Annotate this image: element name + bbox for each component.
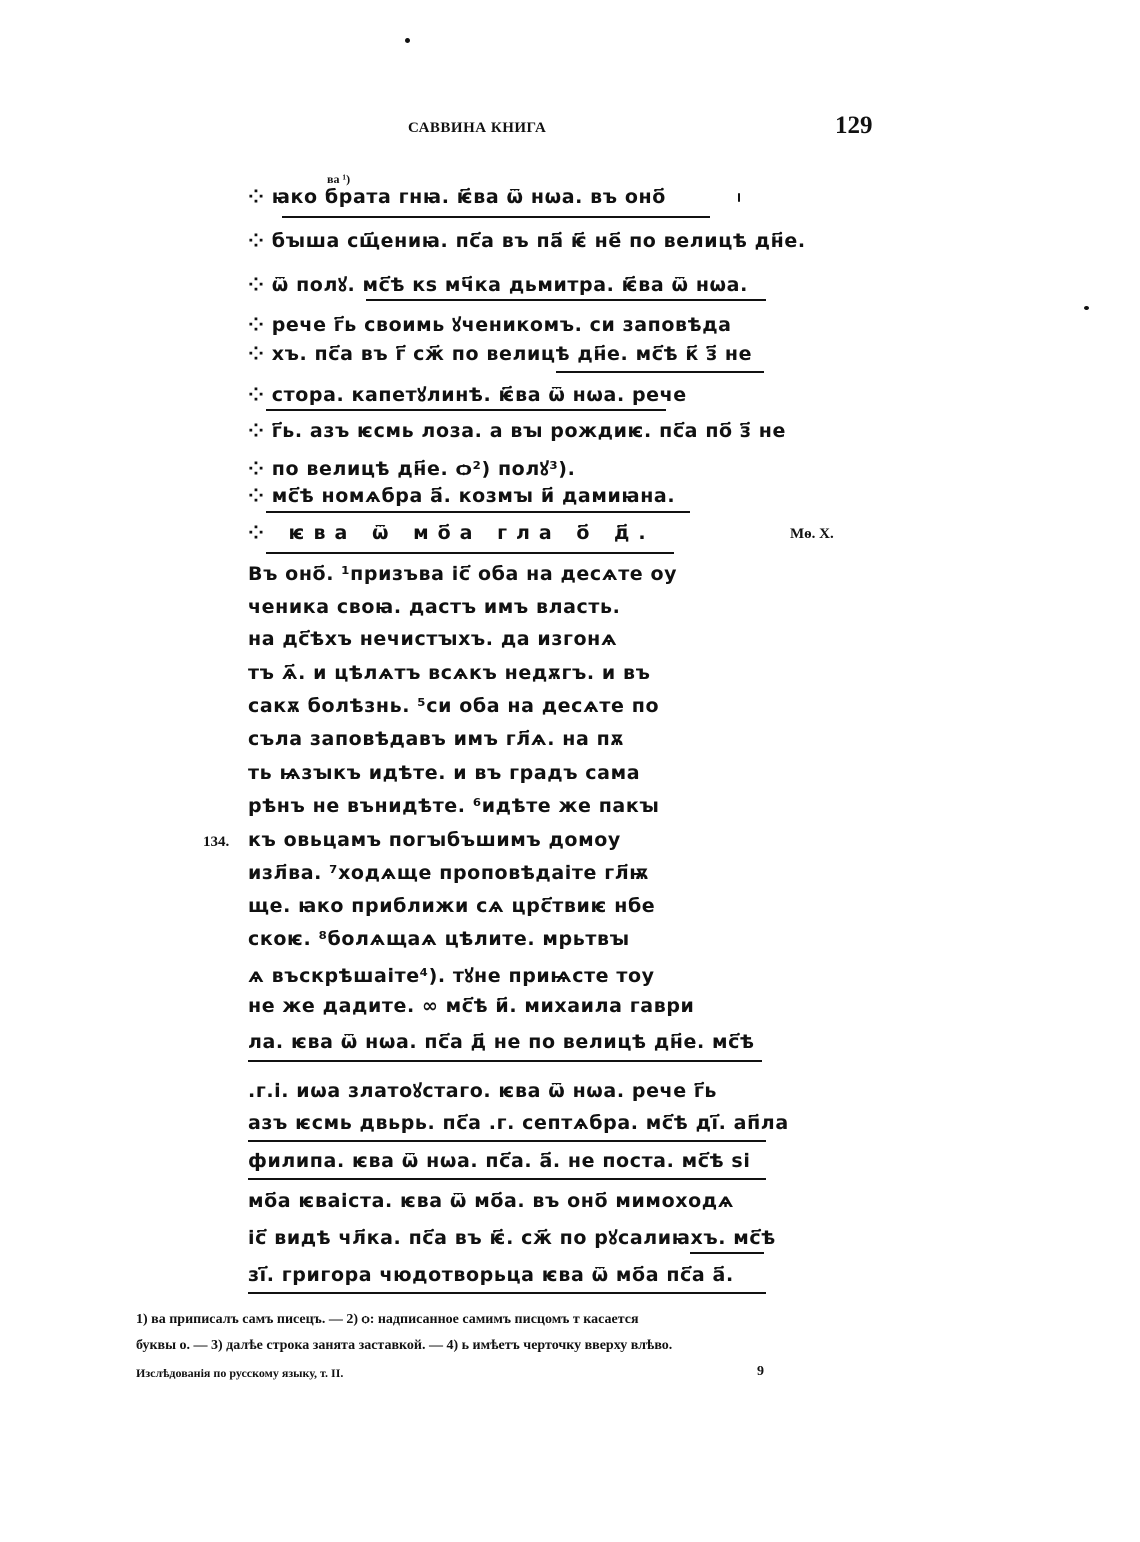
text-line: ть ѩзꙑкъ идѣте. и въ градъ сама [248,762,641,784]
scan-speck [1084,306,1089,310]
rubric-underline [366,299,766,301]
text-line: Въ оно҃. ¹призъва іс҃ оба на десѧте оу [248,563,678,585]
rubric-underline [248,1140,766,1142]
text-line: изл҃ва. ⁷ходѧще проповѣдаіте гл҃ѭ [248,862,649,884]
text-line: азъ ѥсмь двьрь. пс҃а .г. септѧбра. мс҃ѣ ді҃. ап҃ла [248,1112,789,1134]
text-line: къ овьцамъ погꙑбъшимъ домоу [248,829,621,851]
text-line: съла заповѣдавъ имъ гл҃ѧ. на пѫ [248,728,624,750]
footnote-line: 1) ва приписалъ самъ писецъ. — 2) ѻ: надписанное самимъ писцомъ т касается [136,1312,639,1327]
text-line: ⁘ мс҃ѣ номѧбра а҃. козмꙑ и҃ дамиꙗна. [248,485,676,507]
text-line: ченика своꙗ. дастъ имъ власть. [248,596,621,618]
rubric-underline [248,1060,762,1062]
running-title: САВВИНА КНИГА [408,120,547,136]
text-line: рѣнъ не вънидѣте. ⁶идѣте же пакꙑ [248,795,660,817]
verse-number: 134. [203,834,230,850]
rubric-underline [266,511,690,513]
text-line: ⁘ по велицѣ дн҃е. ѻ²) полꙋ³). [248,458,576,480]
text-line: ⁘ ꙗко брата гнꙗ. ѥ҃ва ѿ нѡа. въ оно҃ [248,186,666,208]
text-line: ⁘ ѿ полꙋ. мс҃ѣ кѕ мч҃ка дьмитра. ѥ҃ва ѿ нѡа. [248,274,748,296]
superscript-mark: ва ¹) [327,172,351,186]
rubric-underline [266,552,674,554]
text-line: ⁘ рече г҃ь своимь ꙋченикомъ. си заповѣда [248,314,732,336]
text-line: ⁘ стора. капетꙋлинѣ. ѥ҃ва ѿ нѡа. рече [248,384,687,406]
rubric-underline [690,1252,764,1254]
text-line: не же дадите. ∞ мс҃ѣ и҃. михаила гаври [248,995,695,1017]
rubric-underline [556,371,764,373]
text-line: ⁘ г҃ь. азъ ѥсмь лоза. а вꙑ рождиѥ. пс҃а по҃ з҃ не [248,420,786,442]
footnote-line: буквы о. — 3) далѣе строка занята заставкой. — 4) ь имѣетъ черточку вверху влѣво. [136,1338,673,1353]
text-line: зі҃. григора чюдотворьца ѥва ѿ мо҃а пс҃а а҃. [248,1264,734,1286]
rubric-underline [248,1292,766,1294]
text-line: .г.і. иѡа златоꙋстаго. ѥва ѿ нѡа. рече г҃ь [248,1080,718,1102]
scan-speck [738,193,740,202]
text-line: іс҃ видѣ чл҃ка. пс҃а въ ѥ҃. сж҃ по рꙋсалиꙗхъ. мс҃ѣ [248,1227,776,1249]
side-reference: Мѳ. X. [790,526,834,542]
rubric-underline [248,1178,766,1180]
text-line: мо҃а ѥваіста. ѥва ѿ мо҃а. въ оно҃ мимоходѧ [248,1190,735,1212]
text-line: филипа. ѥва ѿ нѡа. пс҃а. а҃. не поста. мс҃ѣ ѕі [248,1150,751,1172]
page-number: 129 [835,112,873,139]
text-line: ⁘ хъ. пс҃а въ г҃ сж҃ по велицѣ дн҃е. мс҃ѣ к҃ з҃ не [248,343,753,365]
text-line: на дс҃ѣхъ нечистꙑхъ. да изгонѧ [248,628,618,650]
rubric-underline [266,409,666,411]
text-line: скоѥ. ⁸болѧщаѧ цѣлите. мрьтвꙑ [248,928,630,950]
publication-title: Изслѣдованія по русскому языку, т. II. [136,1366,344,1380]
text-line: ще. ꙗко приближи сѧ црс҃твиѥ нбе [248,895,656,917]
text-line: ла. ѥва ѿ нѡа. пс҃а д҃ не по велицѣ дн҃е. мс҃ѣ [248,1031,755,1053]
sheet-number: 9 [757,1364,764,1379]
scan-speck [405,38,410,43]
text-line: тъ ѧ҃. и цѣлѧтъ всѧкъ недѫгъ. и въ [248,662,651,684]
text-line: ѧ въскрѣшаіте⁴). тꙋне приѩсте тоу [248,965,655,987]
rubric-underline [282,216,710,218]
text-line: ⁘ ѥва ѿ мо҃а гла о҃ д҃. [248,522,655,544]
text-line: сакѫ болѣзнь. ⁵си оба на десѧте по [248,695,660,717]
text-line: ⁘ бꙑша сщ҃ениꙗ. пс҃а въ па҃ ѥ҃ не҃ по велицѣ дн҃е. [248,230,806,252]
